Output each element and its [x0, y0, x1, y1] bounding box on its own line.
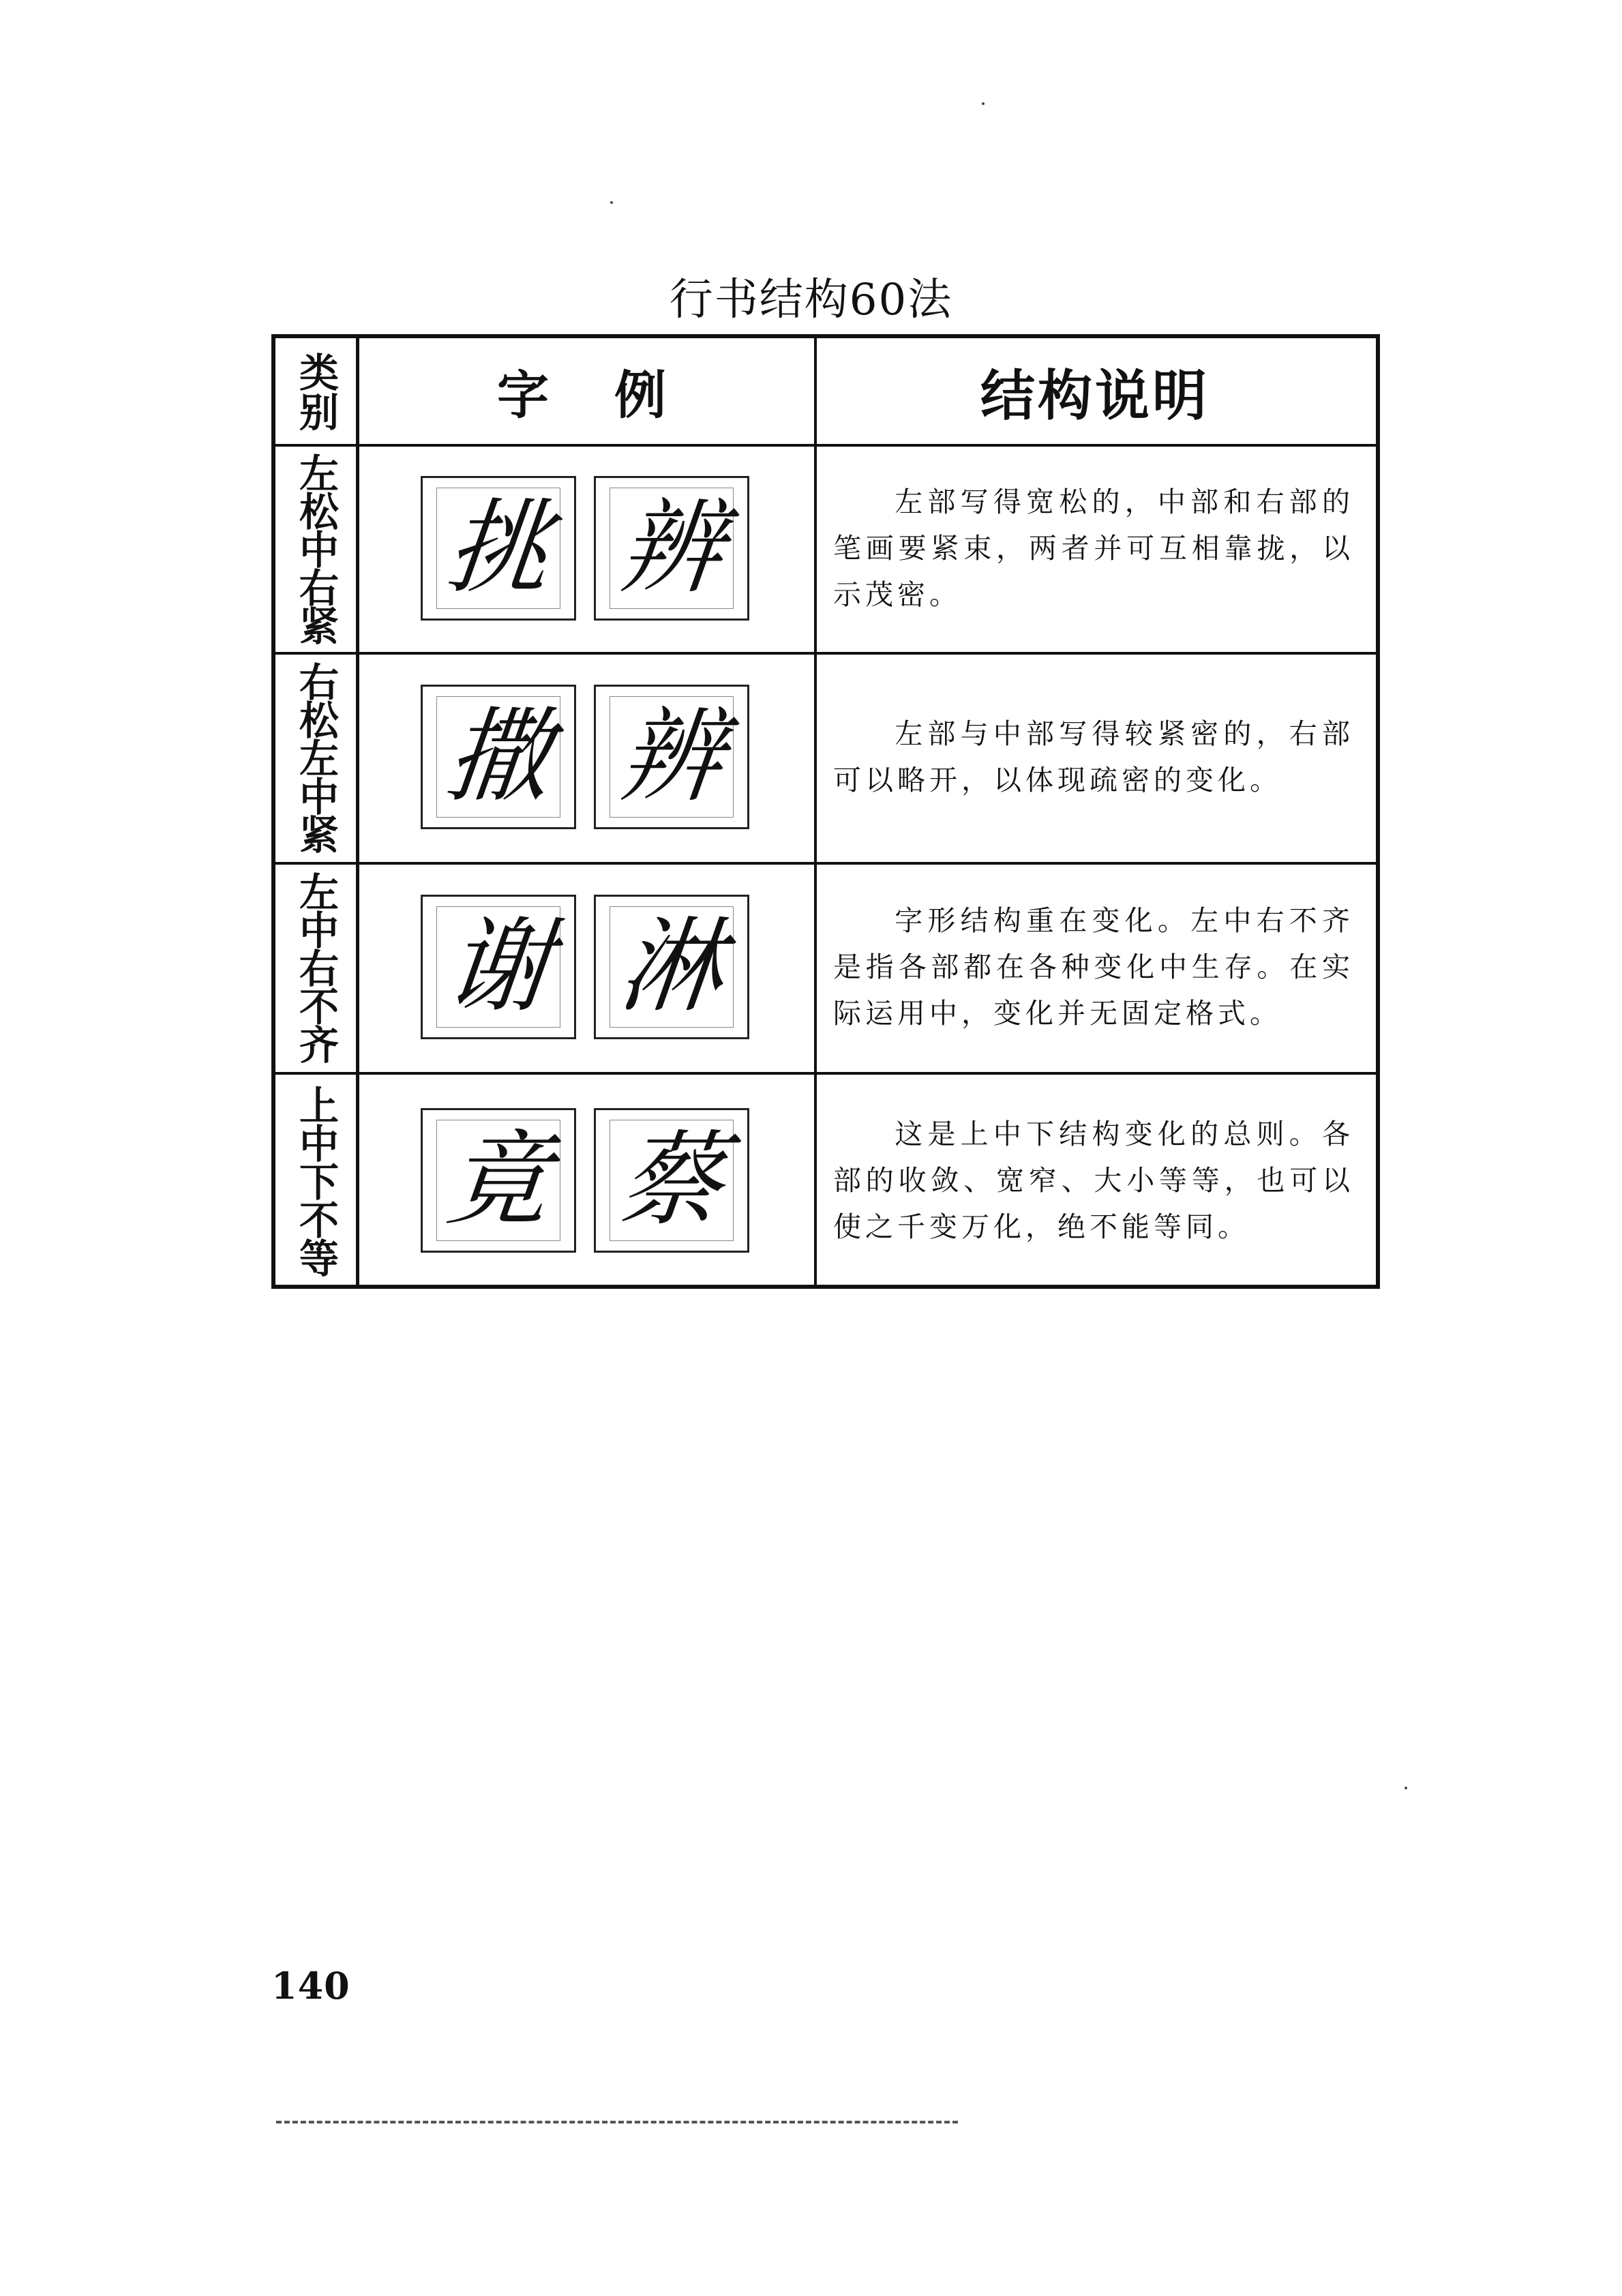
description-text: 字形结构重在变化。左中右不齐是指各部都在各种变化中生存。在实际运用中，变化并无固定格式。 [833, 904, 1354, 1030]
example-character: 淋 [614, 908, 730, 1026]
example-character: 蔡 [614, 1121, 730, 1240]
page-title: 行书结构60法 [669, 275, 953, 325]
row-description [814, 444, 1376, 652]
example-character: 谢 [440, 908, 556, 1026]
row-description [814, 862, 1376, 1072]
example-character-box [421, 1108, 576, 1253]
example-character-box [421, 895, 576, 1039]
example-character: 撒 [440, 698, 556, 816]
description-text: 左部与中部写得较紧密的，右部可以略开，以体现疏密的变化。 [833, 717, 1354, 796]
row-category: 左中右不齐 [292, 871, 339, 1062]
row-examples [356, 862, 814, 1072]
header-description: 结构说明 [980, 364, 1210, 428]
header-examples: 字 例 [497, 365, 673, 426]
page-number: 140 [271, 1964, 350, 2008]
row-category: 右松左中紧 [292, 661, 339, 852]
example-character: 辨 [614, 698, 730, 816]
scan-speck [1405, 1787, 1407, 1789]
example-character: 竟 [440, 1121, 556, 1240]
row-examples [356, 652, 814, 862]
example-character: 挑 [440, 488, 556, 608]
bottom-rule [276, 2121, 958, 2123]
row-examples [356, 444, 814, 652]
row-category: 左松中右紧 [292, 452, 339, 644]
header-category: 类别 [292, 351, 339, 431]
row-category: 上中下不等 [292, 1085, 339, 1276]
row-examples [356, 1072, 814, 1289]
example-character-box [421, 476, 576, 621]
row-description [814, 652, 1376, 862]
scan-speck [610, 201, 613, 204]
example-character-box [594, 895, 749, 1039]
example-character-box [594, 476, 749, 621]
example-character: 辨 [614, 488, 730, 608]
description-text: 左部写得宽松的，中部和右部的笔画要紧束，两者并可互相靠拢，以示茂密。 [833, 485, 1354, 611]
example-character-box [421, 685, 576, 829]
example-character-box [594, 1108, 749, 1253]
example-character-box [594, 685, 749, 829]
structure-table [271, 334, 1380, 1289]
description-text: 这是上中下结构变化的总则。各部的收敛、宽窄、大小等等，也可以使之千变万化，绝不能等同。 [833, 1118, 1354, 1243]
scan-speck [982, 102, 985, 105]
row-description [814, 1072, 1376, 1289]
